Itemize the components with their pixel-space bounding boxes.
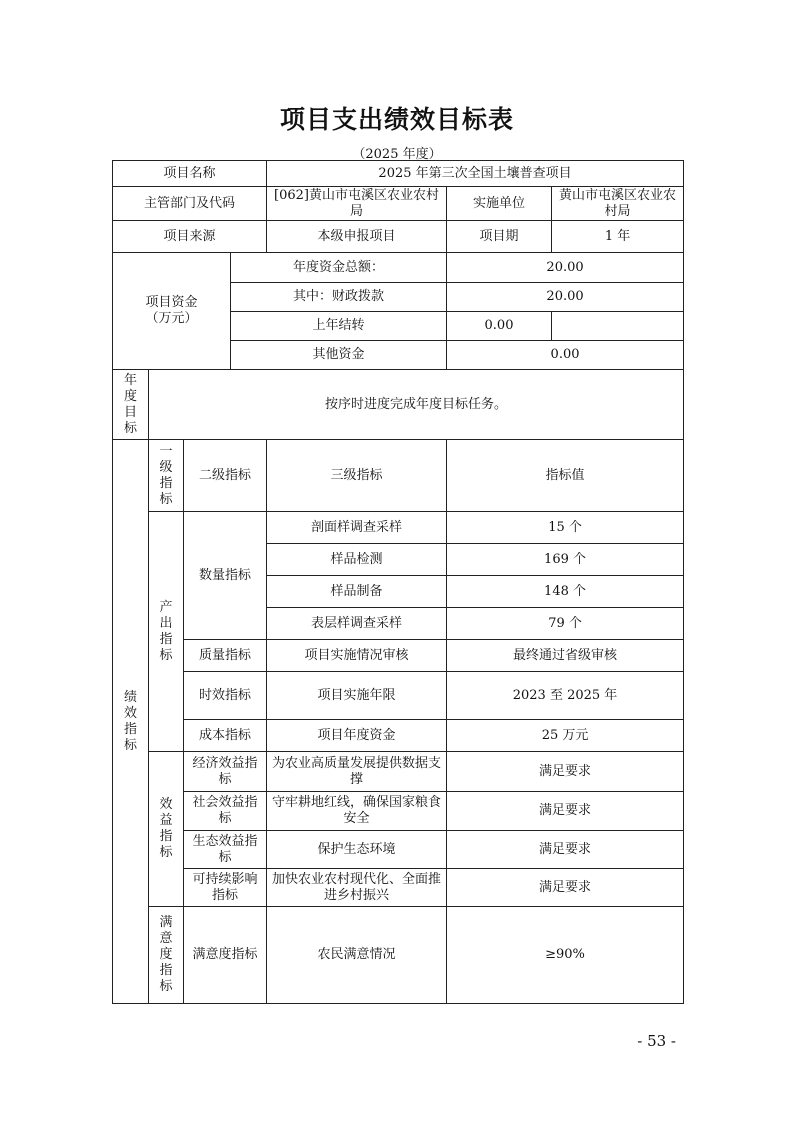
page-title: 项目支出绩效目标表 xyxy=(279,105,514,134)
fiscal-funds-label: 其中：财政拨款 xyxy=(231,283,447,312)
table-row xyxy=(113,672,684,720)
benefit-indicators-label: 效 益 指 标 xyxy=(149,752,184,907)
performance-target-table xyxy=(112,160,684,1004)
level2-header: 二级指标 xyxy=(184,440,267,512)
quality-indicator-value: 最终通过省级审核 xyxy=(447,640,684,672)
fiscal-funds-value: 20.00 xyxy=(447,283,684,312)
table-row xyxy=(113,792,684,831)
ecological-benefit-name: 保护生态环境 xyxy=(267,831,447,869)
funds-total-row xyxy=(113,253,684,283)
table-row xyxy=(113,720,684,752)
social-benefit-value: 满足要求 xyxy=(447,792,684,831)
fiscal-year-subtitle: （2025 年度） xyxy=(352,147,442,162)
ecological-benefit-label: 生态效益指标 xyxy=(184,831,267,869)
table-row xyxy=(113,907,684,1004)
satisfaction-sub-label: 满意度指标 xyxy=(184,907,267,1004)
indicator-header-row xyxy=(113,440,684,512)
quantity-indicator-2-value: 169 个 xyxy=(447,544,684,576)
output-indicators-label: 产 出 指 标 xyxy=(149,512,184,752)
social-benefit-name: 守牢耕地红线，确保国家粮食安全 xyxy=(267,792,447,831)
carryover-funds-label: 上年结转 xyxy=(231,312,447,341)
project-period-value: 1 年 xyxy=(552,221,684,253)
quantity-indicator-4-value: 79 个 xyxy=(447,608,684,640)
table-row xyxy=(113,869,684,907)
cost-indicators-label: 成本指标 xyxy=(184,720,267,752)
social-benefit-label: 社会效益指标 xyxy=(184,792,267,831)
other-funds-label: 其他资金 xyxy=(231,341,447,370)
quantity-indicators-label: 数量指标 xyxy=(184,512,267,640)
table-row xyxy=(113,831,684,869)
implementing-unit-value: 黄山市屯溪区农业农村局 xyxy=(552,187,684,221)
cost-indicator-value: 25 万元 xyxy=(447,720,684,752)
table-row xyxy=(113,752,684,792)
timeliness-indicator-name: 项目实施年限 xyxy=(267,672,447,720)
project-name-label: 项目名称 xyxy=(113,161,267,187)
project-source-label: 项目来源 xyxy=(113,221,267,253)
project-funds-label-line2: （万元） xyxy=(145,311,198,326)
project-source-value: 本级申报项目 xyxy=(267,221,447,253)
indicator-value-header: 指标值 xyxy=(447,440,684,512)
table-row xyxy=(113,512,684,544)
table-row xyxy=(113,640,684,672)
sustainability-name: 加快农业农村现代化、全面推进乡村振兴 xyxy=(267,869,447,907)
performance-indicators-label: 绩 效 指 标 xyxy=(113,440,149,1004)
quantity-indicator-3-value: 148 个 xyxy=(447,576,684,608)
sustainability-label: 可持续影响指标 xyxy=(184,869,267,907)
quantity-indicator-4-name: 表层样调查采样 xyxy=(267,608,447,640)
economic-benefit-name: 为农业高质量发展提供数据支撑 xyxy=(267,752,447,792)
satisfaction-indicators-label: 满 意 度 指 标 xyxy=(149,907,184,1004)
satisfaction-indicator-name: 农民满意情况 xyxy=(267,907,447,1004)
ecological-benefit-value: 满足要求 xyxy=(447,831,684,869)
annual-goal-label: 年 度 目 标 xyxy=(113,370,149,440)
cost-indicator-name: 项目年度资金 xyxy=(267,720,447,752)
quantity-indicator-2-name: 样品检测 xyxy=(267,544,447,576)
timeliness-indicators-label: 时效指标 xyxy=(184,672,267,720)
source-row xyxy=(113,221,684,253)
implementing-unit-label: 实施单位 xyxy=(447,187,552,221)
page-number: - 53 - xyxy=(637,1032,676,1050)
quality-indicator-name: 项目实施情况审核 xyxy=(267,640,447,672)
level1-header: 一 级 指 标 xyxy=(149,440,184,512)
project-name-value: 2025 年第三次全国土壤普查项目 xyxy=(267,161,684,187)
other-funds-value: 0.00 xyxy=(447,341,684,370)
economic-benefit-label: 经济效益指标 xyxy=(184,752,267,792)
quantity-indicator-3-name: 样品制备 xyxy=(267,576,447,608)
economic-benefit-value: 满足要求 xyxy=(447,752,684,792)
project-funds-label xyxy=(113,253,231,370)
total-funds-value: 20.00 xyxy=(447,253,684,283)
annual-goal-row xyxy=(113,370,684,440)
satisfaction-indicator-value: ≥90% xyxy=(447,907,684,1004)
department-value: [062]黄山市屯溪区农业农村局 xyxy=(267,187,447,221)
sustainability-value: 满足要求 xyxy=(447,869,684,907)
carryover-funds-value: 0.00 xyxy=(447,312,552,341)
department-row xyxy=(113,187,684,221)
level3-header: 三级指标 xyxy=(267,440,447,512)
annual-goal-text: 按序时进度完成年度目标任务。 xyxy=(149,370,684,440)
timeliness-indicator-value: 2023 至 2025 年 xyxy=(447,672,684,720)
project-name-row xyxy=(113,161,684,187)
quality-indicators-label: 质量指标 xyxy=(184,640,267,672)
project-period-label: 项目期 xyxy=(447,221,552,253)
quantity-indicator-1-value: 15 个 xyxy=(447,512,684,544)
total-funds-label: 年度资金总额： xyxy=(231,253,447,283)
project-funds-label-line1: 项目资金 xyxy=(145,295,198,310)
quantity-indicator-1-name: 剖面样调查采样 xyxy=(267,512,447,544)
department-label: 主管部门及代码 xyxy=(113,187,267,221)
